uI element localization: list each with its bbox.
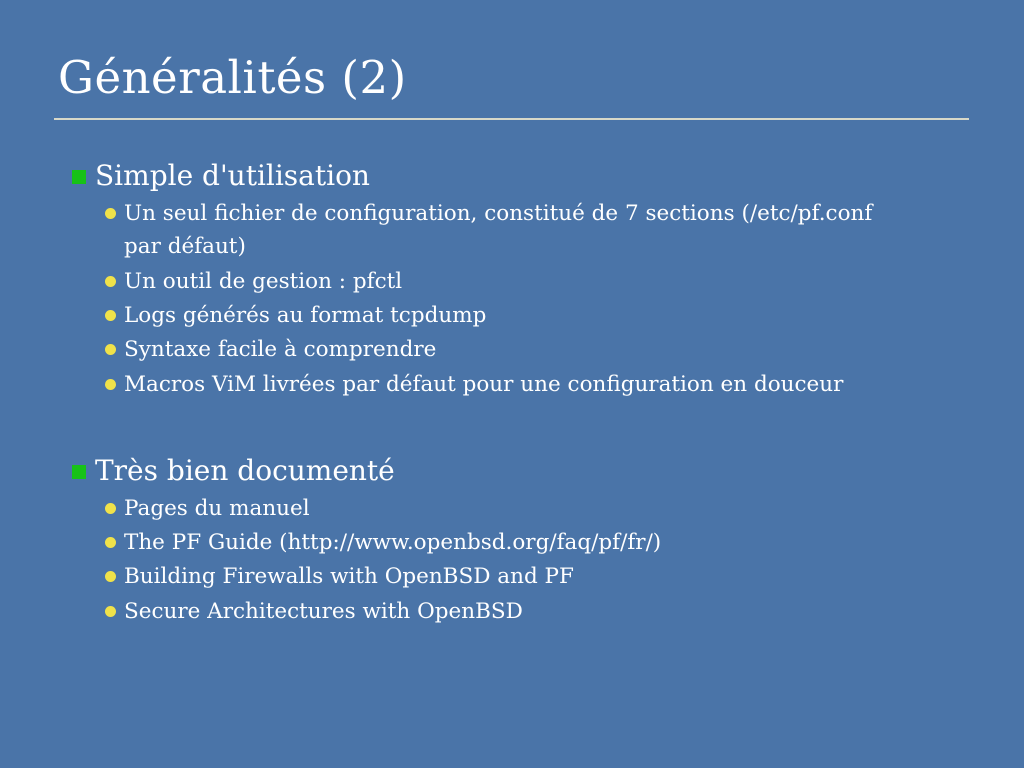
list-item — [105, 492, 972, 525]
group-heading: Très bien documenté — [95, 453, 395, 487]
list-item — [105, 560, 972, 593]
list-item — [105, 368, 972, 401]
list-item-label: Syntaxe facile à comprendre — [124, 337, 437, 363]
dot-bullet-icon — [105, 310, 116, 321]
content-group-1 — [72, 158, 972, 401]
dot-bullet-icon — [105, 344, 116, 355]
list-item-label: Building Firewalls with OpenBSD and PF — [124, 564, 574, 590]
content-group-2 — [72, 453, 972, 628]
dot-bullet-icon — [105, 276, 116, 287]
group-heading: Simple d'utilisation — [95, 159, 370, 192]
list-item — [72, 158, 972, 195]
list-item — [105, 265, 972, 298]
list-item — [105, 299, 972, 332]
sub-list-2 — [105, 492, 972, 628]
square-bullet-icon — [72, 170, 86, 184]
list-item-label: Un outil de gestion : pfctl — [124, 268, 403, 294]
list-item-label: Un seul fichier de configuration, constitué de 7 sections (/etc/pf.conf par défaut) — [124, 200, 873, 260]
list-item-label: Secure Architectures with OpenBSD — [124, 598, 523, 624]
list-item-label: Logs générés au format tcpdump — [124, 302, 487, 328]
page-title: Généralités (2) — [58, 51, 407, 104]
list-item — [105, 595, 972, 628]
title-divider — [54, 118, 969, 120]
list-item-label: The PF Guide (http://www.openbsd.org/faq/pf/fr/) — [124, 530, 662, 556]
square-bullet-icon — [72, 465, 86, 479]
list-item — [105, 333, 972, 366]
list-item — [105, 526, 972, 559]
list-item-label: Macros ViM livrées par défaut pour une configuration en douceur — [124, 371, 844, 397]
dot-bullet-icon — [105, 571, 116, 582]
dot-bullet-icon — [105, 379, 116, 390]
list-item — [72, 453, 972, 490]
dot-bullet-icon — [105, 208, 116, 219]
sub-list-1 — [105, 197, 972, 401]
list-item-label: Pages du manuel — [124, 495, 310, 521]
dot-bullet-icon — [105, 503, 116, 514]
slide-content — [72, 158, 972, 634]
dot-bullet-icon — [105, 606, 116, 617]
list-item — [105, 197, 972, 264]
dot-bullet-icon — [105, 537, 116, 548]
